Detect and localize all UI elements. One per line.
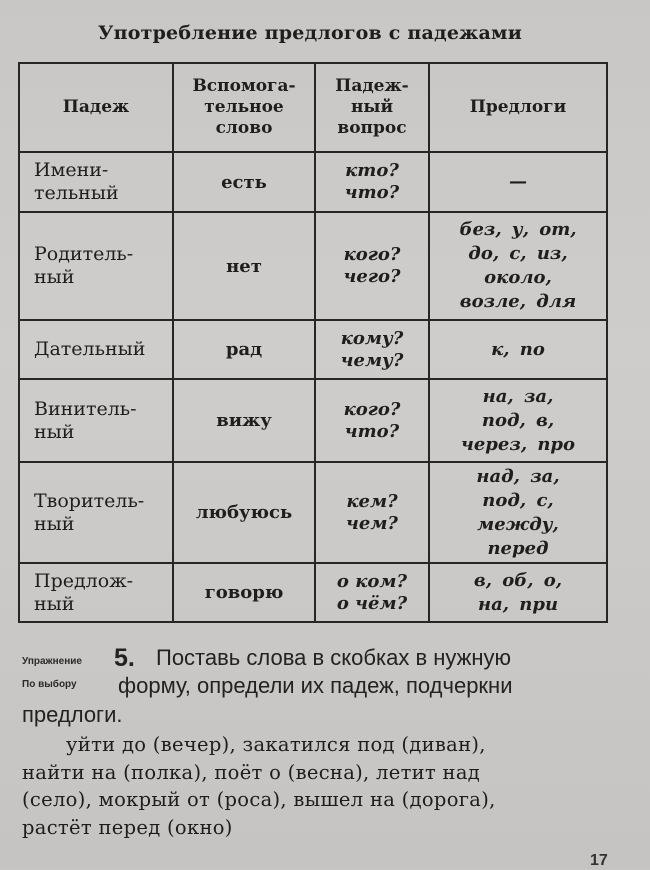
exercise-number: 5. bbox=[114, 644, 135, 672]
aux-word: вижу bbox=[216, 410, 272, 431]
page-number: 17 bbox=[590, 852, 608, 869]
case-question: кому? чему? bbox=[340, 327, 404, 371]
header-case-question: Падеж- ный вопрос bbox=[335, 76, 409, 138]
case-name: Родитель- ный bbox=[34, 243, 134, 288]
case-name: Дательный bbox=[34, 338, 146, 360]
aux-word: есть bbox=[221, 171, 267, 193]
page-title: Употребление предлогов с падежами bbox=[98, 22, 522, 44]
table-border-right bbox=[606, 62, 608, 623]
prepositions: без, у, от, до, с, из, около, возле, для bbox=[459, 219, 577, 312]
instruction-line: Поставь слова в скобках в нужную bbox=[156, 645, 512, 670]
case-name: Имени- тельный bbox=[34, 159, 119, 204]
exercise-text-line: растёт перед (окно) bbox=[22, 816, 233, 839]
exercise-text-line: найти на (полка), поёт о (весна), летит над bbox=[22, 761, 481, 784]
aux-word: нет bbox=[226, 255, 262, 277]
exercise-label: Упражнение bbox=[22, 656, 82, 667]
instruction-line: форму, определи их падеж, подчеркни bbox=[118, 673, 513, 698]
exercise-text-line: уйти до (вечер), закатился под (диван), bbox=[66, 733, 486, 756]
prepositions: — bbox=[509, 171, 527, 192]
case-name: Творитель- ный bbox=[34, 489, 145, 535]
prepositions: над, за, под, с, между, перед bbox=[476, 465, 560, 559]
header-prepositions: Предлоги bbox=[469, 97, 567, 117]
prepositions-cases-table bbox=[18, 62, 608, 622]
case-name: Винитель- ный bbox=[34, 397, 137, 443]
header-aux-word: Вспомога- тельное слово bbox=[192, 76, 296, 138]
instruction-line: предлоги. bbox=[22, 702, 123, 727]
aux-word: говорю bbox=[204, 582, 284, 603]
case-question: о ком? о чём? bbox=[336, 570, 408, 614]
table-border-bottom bbox=[18, 621, 608, 623]
aux-word: любуюсь bbox=[195, 502, 293, 523]
aux-word: рад bbox=[225, 339, 263, 360]
exercise-text-line: (село), мокрый от (роса), вышел на (дорога), bbox=[22, 788, 496, 811]
choice-label: По выбору bbox=[22, 679, 77, 690]
case-question: кем? чем? bbox=[346, 490, 398, 534]
header-case: Падеж bbox=[62, 97, 130, 117]
case-question: кого? что? bbox=[343, 398, 401, 442]
prepositions: в, об, о, на, при bbox=[473, 569, 563, 615]
prepositions: на, за, под, в, через, про bbox=[460, 385, 576, 455]
case-question: кто? что? bbox=[344, 160, 400, 203]
case-name: Предлож- ный bbox=[34, 569, 134, 615]
prepositions: к, по bbox=[491, 338, 545, 360]
case-question: кого? чего? bbox=[343, 244, 401, 287]
